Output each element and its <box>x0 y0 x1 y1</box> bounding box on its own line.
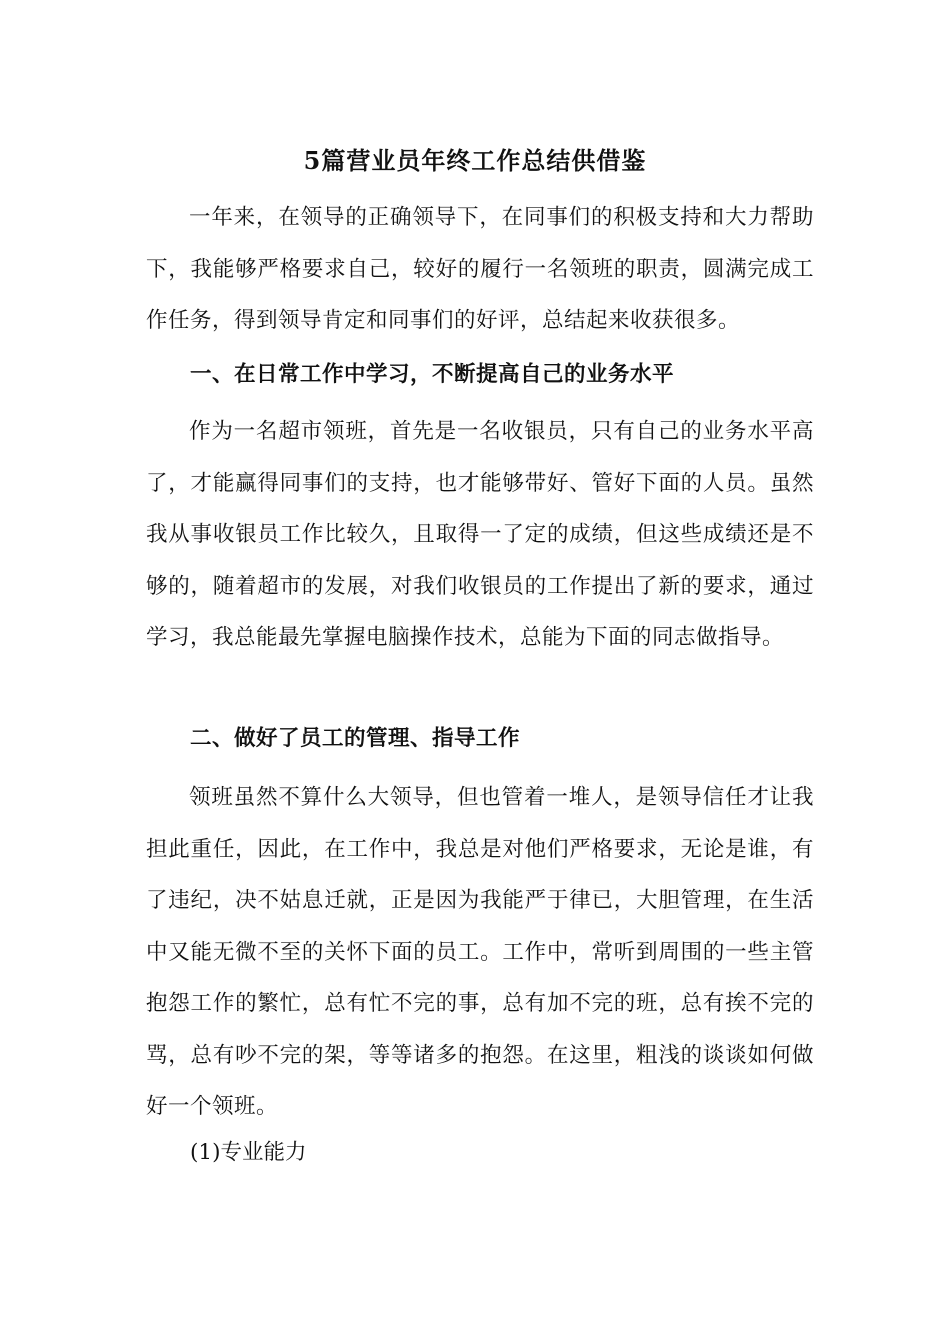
section-2-paragraph: 领班虽然不算什么大领导，但也管着一堆人，是领导信任才让我担此重任，因此，在工作中，我总是对他们严格要求，无论是谁，有了违纪，决不姑息迁就，正是因为我能严于律已，大胆管理，在生活中又能无微不至的关怀下面的员工。工作中，常听到周围的一些主管抱怨工作的繁忙，总有忙不完的事，总有加不完的班，总有挨不完的骂，总有吵不完的架，等等诸多的抱怨。在这里，粗浅的谈谈如何做好一个领班。 <box>146 785 814 1119</box>
document-title: 5篇营业员年终工作总结供借鉴 <box>303 146 647 175</box>
section-heading-1: 一、在日常工作中学习，不断提高自己的业务水平 <box>190 362 675 387</box>
subheading-professional-ability: (1)专业能力 <box>190 1140 307 1165</box>
intro-paragraph: 一年来，在领导的正确领导下，在同事们的积极支持和大力帮助下，我能够严格要求自己，较好的履行一名领班的职责，圆满完成工作任务，得到领导肯定和同事们的好评，总结起来收获很多。 <box>146 205 814 333</box>
section-1-paragraph: 作为一名超市领班，首先是一名收银员，只有自己的业务水平高了，才能赢得同事们的支持，也才能够带好、管好下面的人员。虽然我从事收银员工作比较久，且取得一了定的成绩，但这些成绩还是不够的，随着超市的发展，对我们收银员的工作提出了新的要求，通过学习，我总能最先掌握电脑操作技术，总能为下面的同志做指导。 <box>146 419 814 650</box>
section-heading-2: 二、做好了员工的管理、指导工作 <box>190 726 521 751</box>
